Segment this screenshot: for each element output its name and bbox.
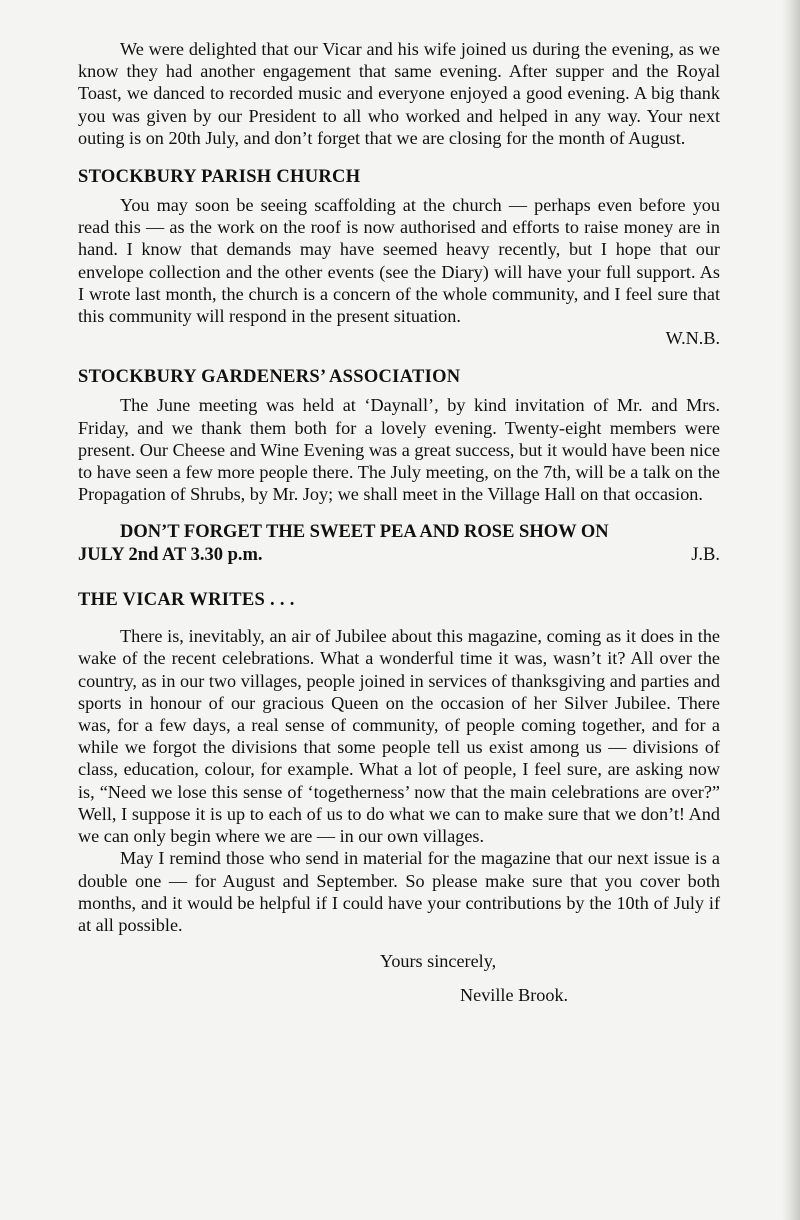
closing-salutation: Yours sincerely,	[380, 951, 497, 972]
notice-line-2: JULY 2nd AT 3.30 p.m.	[78, 544, 263, 565]
page-edge-shadow	[782, 0, 800, 1220]
vicar-heading: THE VICAR WRITES . . .	[78, 590, 295, 611]
show-notice	[78, 521, 720, 566]
church-paragraph: You may soon be seeing scaffolding at the church — perhaps even before you read this — as the work on the roof is now authorised and efforts to raise money are in hand. I know that demands may have seemed heavy recently, but I hope that our envelope collection and the other events (see the Diary) will have your full support. As I wrote last month, the church is a concern of the whole community, and I feel sure that this community will respond in the present situation.	[78, 195, 720, 327]
gardeners-heading: STOCKBURY GARDENERS’ ASSOCIATION	[78, 367, 461, 388]
letter-closing	[78, 950, 720, 1006]
text-column	[78, 38, 720, 1007]
intro-paragraph: We were delighted that our Vicar and his wife joined us during the evening, as we know they had another engagement that same evening. After supper and the Royal Toast, we danced to recorded music and everyone enjoyed a good evening. A big thank you was given by our President to all who worked and helped in any way. Your next outing is on 20th July, and don’t forget that we are closing for the month of August.	[78, 39, 720, 148]
gardeners-initials: J.B.	[691, 544, 720, 565]
gardeners-paragraph: The June meeting was held at ‘Daynall’, by kind invitation of Mr. and Mrs. Friday, and we thank them both for a lovely evening. Twenty-eight members were present. Our Cheese and Wine Evening was a great success, but it would have been nice to have seen a few more people there. The July meeting, on the 7th, will be a talk on the Propagation of Shrubs, by Mr. Joy; we shall meet in the Village Hall on that occasion.	[78, 395, 720, 505]
church-heading: STOCKBURY PARISH CHURCH	[78, 167, 361, 188]
signature: Neville Brook.	[460, 985, 569, 1006]
church-initials: W.N.B.	[665, 328, 720, 349]
vicar-paragraph-2: May I remind those who send in material for the magazine that our next issue is a double one — for August and September. So please make sure that you cover both months, and it would be helpful if I could have your contributions by the 10th of July if at all possible.	[78, 848, 720, 935]
vicar-paragraph-1: There is, inevitably, an air of Jubilee about this magazine, coming as it does in the wake of the recent celebrations. What a wonderful time it was, wasn’t it? All over the country, as in our two villages, people joined in services of thanksgiving and parties and sports in honour of our gracious Queen on the occasion of her Silver Jubilee. There was, for a few days, a real sense of community, of people coming together, and for a while we forgot the divisions that some people tell us exist among us — divisions of class, education, colour, for example. What a lot of people, I feel sure, are asking now is, “Need we lose this sense of ‘togetherness’ now that the main celebrations are over?” Well, I suppose it is up to each of us to do what we can to make sure that we don’t! And we can only begin where we are — in our own villages.	[78, 626, 720, 847]
notice-line-1: DON’T FORGET THE SWEET PEA AND ROSE SHOW ON	[120, 522, 609, 543]
